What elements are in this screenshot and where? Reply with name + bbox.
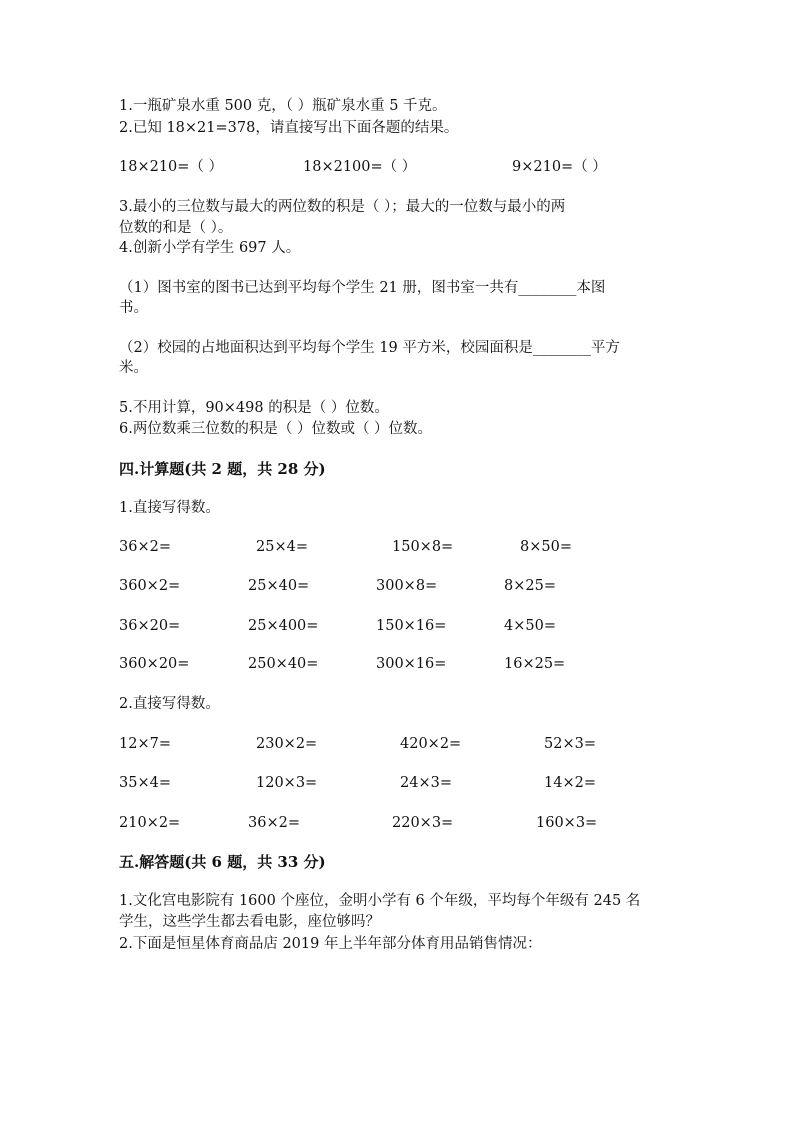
calc-item: 14×2= <box>544 775 596 791</box>
calc-item: 16×25= <box>504 656 566 672</box>
calc-item: 52×3= <box>544 736 596 752</box>
calc-item: 36×2= <box>248 815 300 831</box>
calc-item: 24×3= <box>400 775 452 791</box>
question-3-6: 6.两位数乘三位数的积是（ ）位数或（ ）位数。 <box>119 421 433 437</box>
calc-item: 360×2= <box>119 578 181 594</box>
q2-item-1: 18×210=（ ） <box>119 159 224 175</box>
calc-item: 300×8= <box>376 578 438 594</box>
question-3-3-line2: 位数的和是（ ）。 <box>119 220 233 236</box>
calc-item: 25×4= <box>256 539 308 555</box>
calc-item: 8×25= <box>504 578 556 594</box>
calc-item: 8×50= <box>520 539 572 555</box>
section-5-heading: 五.解答题(共 6 题，共 33 分) <box>119 853 326 871</box>
calc-item: 4×50= <box>504 618 556 634</box>
calc-item: 420×2= <box>400 736 462 752</box>
calc-item: 220×3= <box>392 815 454 831</box>
calc-item: 230×2= <box>256 736 318 752</box>
section-4-heading: 四.计算题(共 2 题，共 28 分) <box>119 460 326 478</box>
calc-item: 12×7= <box>119 736 171 752</box>
question-5-1-line2: 学生，这些学生都去看电影，座位够吗？ <box>119 914 380 930</box>
question-5-1-line1: 1.文化宫电影院有 1600 个座位，金明小学有 6 个年级，平均每个年级有 245 名 <box>119 893 641 909</box>
calc-item: 150×8= <box>392 539 454 555</box>
q2-item-3: 9×210=（ ） <box>512 159 607 175</box>
calc-item: 36×2= <box>119 539 171 555</box>
calc-item: 160×3= <box>536 815 598 831</box>
calc-item: 120×3= <box>256 775 318 791</box>
question-3-2: 2.已知 18×21=378，请直接写出下面各题的结果。 <box>119 120 459 136</box>
q2-item-2: 18×2100=（ ） <box>303 159 417 175</box>
calc-item: 25×400= <box>248 618 319 634</box>
calc-item: 35×4= <box>119 775 171 791</box>
calc-item: 150×16= <box>376 618 447 634</box>
calc-item: 360×20= <box>119 656 190 672</box>
calc-item: 210×2= <box>119 815 181 831</box>
question-3-3-line1: 3.最小的三位数与最大的两位数的积是（ ）；最大的一位数与最小的两 <box>119 199 566 215</box>
question-3-4-1-line2: 书。 <box>119 300 148 316</box>
question-3-4-1-line1: （1）图书室的图书已达到平均每个学生 21 册，图书室一共有________本图 <box>119 280 606 296</box>
calc-item: 36×20= <box>119 618 181 634</box>
question-3-4-2-line2: 米。 <box>119 360 148 376</box>
question-3-5: 5.不用计算，90×498 的积是（ ）位数。 <box>119 400 389 416</box>
question-5-2: 2.下面是恒星体育商品店 2019 年上半年部分体育用品销售情况： <box>119 936 542 952</box>
question-3-4: 4.创新小学有学生 697 人。 <box>119 240 301 256</box>
calc-item: 300×16= <box>376 656 447 672</box>
question-4-1: 1.直接写得数。 <box>119 500 220 516</box>
question-4-2: 2.直接写得数。 <box>119 696 220 712</box>
calc-item: 250×40= <box>248 656 319 672</box>
calc-item: 25×40= <box>248 578 310 594</box>
question-3-1: 1.一瓶矿泉水重 500 克，（ ）瓶矿泉水重 5 千克。 <box>119 98 447 114</box>
question-3-4-2-line1: （2）校园的占地面积达到平均每个学生 19 平方米，校园面积是________平方 <box>119 340 620 356</box>
